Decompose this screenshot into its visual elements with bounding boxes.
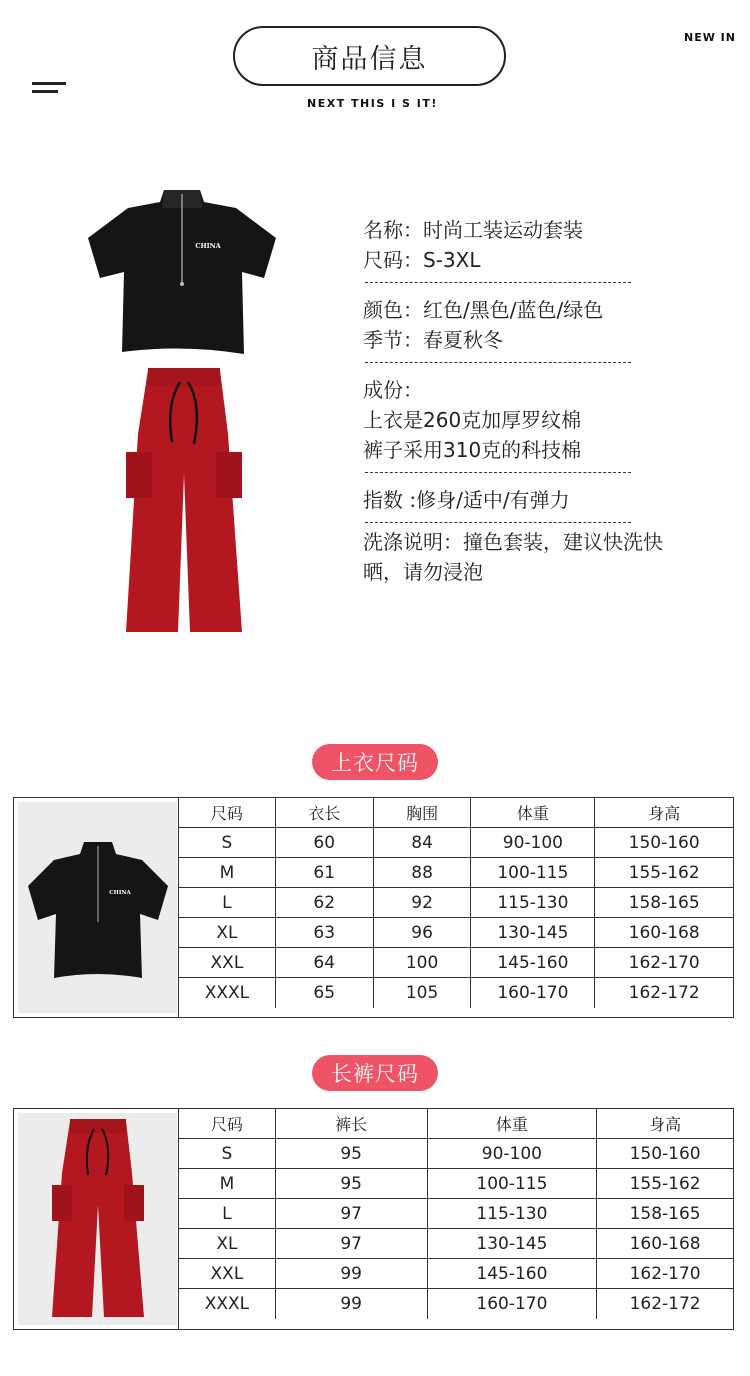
table-cell: 145-160 xyxy=(471,948,595,977)
info-group-material xyxy=(363,375,663,465)
table-cell: XL xyxy=(179,1229,276,1258)
table-cell: XXXL xyxy=(179,1289,276,1319)
table-row xyxy=(179,1289,733,1319)
table-cell: 160-168 xyxy=(628,922,700,943)
table-cell: 160-170 xyxy=(428,1289,598,1319)
table-cell: 90-100 xyxy=(471,828,595,857)
table-row xyxy=(179,858,733,888)
table-cell: 162-170 xyxy=(629,1263,701,1284)
table-row xyxy=(179,1229,733,1259)
table-header-cell: 身高 xyxy=(649,1115,682,1134)
menu-icon[interactable] xyxy=(32,82,68,96)
table-cell: 97 xyxy=(276,1199,428,1228)
info-line: 洗涤说明：撞色套装，建议快洗快 xyxy=(363,530,663,554)
table-cell: 90-100 xyxy=(428,1139,598,1168)
table-cell: 130-145 xyxy=(428,1229,598,1258)
table-header-row xyxy=(179,798,733,828)
table-row xyxy=(179,978,733,1008)
table-cell: S xyxy=(179,828,276,857)
table-cell: 60 xyxy=(276,828,374,857)
table-cell: XL xyxy=(179,918,276,947)
pants-thumbnail xyxy=(18,1113,177,1325)
table-row xyxy=(179,828,733,858)
table-header-cell: 身高 xyxy=(648,804,681,823)
table-cell: 162-172 xyxy=(628,983,700,1003)
info-line: 名称：时尚工装运动套装 xyxy=(363,218,583,242)
table-cell: 155-162 xyxy=(628,862,700,883)
shirt-logo: CHINA xyxy=(195,242,221,250)
table-cell: 158-165 xyxy=(629,1203,701,1224)
table-cell: 95 xyxy=(276,1139,428,1168)
table-cell: 115-130 xyxy=(428,1199,598,1228)
table-cell: S xyxy=(179,1139,276,1168)
top-size-grid xyxy=(179,798,733,1017)
table-header-cell: 体重 xyxy=(428,1109,598,1138)
table-cell: 88 xyxy=(374,858,472,887)
table-cell: L xyxy=(179,1199,276,1228)
pants-image xyxy=(122,364,246,636)
table-cell: 100-115 xyxy=(471,858,595,887)
top-thumbnail xyxy=(18,802,177,1013)
table-cell: 96 xyxy=(374,918,472,947)
table-cell: 97 xyxy=(276,1229,428,1258)
divider xyxy=(365,522,631,523)
info-line: 季节：春夏秋冬 xyxy=(363,328,503,352)
pants-size-grid xyxy=(179,1109,733,1329)
table-header-cell: 体重 xyxy=(471,798,595,827)
table-cell: 160-168 xyxy=(629,1233,701,1254)
table-row xyxy=(179,948,733,978)
table-cell: 65 xyxy=(276,978,374,1008)
table-cell: 100 xyxy=(374,948,472,977)
table-cell: M xyxy=(179,858,276,887)
info-line: 尺码：S-3XL xyxy=(363,248,481,272)
table-cell: L xyxy=(179,888,276,917)
info-group-color-season xyxy=(363,295,663,355)
top-size-table xyxy=(13,797,734,1018)
table-cell: XXL xyxy=(179,1259,276,1288)
table-header-row xyxy=(179,1109,733,1139)
table-cell: 150-160 xyxy=(629,1143,701,1164)
table-cell: 99 xyxy=(276,1259,428,1288)
pants-body xyxy=(126,370,242,632)
table-header-cell: 尺码 xyxy=(179,798,276,827)
table-cell: XXL xyxy=(179,948,276,977)
table-cell: 160-170 xyxy=(471,978,595,1008)
info-group-wash xyxy=(363,527,663,587)
top-size-heading xyxy=(312,744,438,780)
table-cell: 155-162 xyxy=(629,1173,701,1194)
table-cell: 63 xyxy=(276,918,374,947)
shirt-image xyxy=(86,186,278,356)
divider xyxy=(365,282,631,283)
table-row xyxy=(179,888,733,918)
divider xyxy=(365,362,631,363)
table-cell: 92 xyxy=(374,888,472,917)
info-line: 指数 :修身/适中/有弹力 xyxy=(363,488,570,512)
table-cell: 162-172 xyxy=(629,1294,701,1314)
table-row xyxy=(179,1139,733,1169)
table-cell: 162-170 xyxy=(628,952,700,973)
table-header-cell: 胸围 xyxy=(374,798,472,827)
table-cell: XXXL xyxy=(179,978,276,1008)
svg-text:CHINA: CHINA xyxy=(109,890,131,896)
table-cell: 158-165 xyxy=(628,892,700,913)
table-cell: 130-145 xyxy=(471,918,595,947)
divider xyxy=(365,472,631,473)
table-cell: 100-115 xyxy=(428,1169,598,1198)
table-cell: 84 xyxy=(374,828,472,857)
table-cell: 61 xyxy=(276,858,374,887)
table-header-cell: 衣长 xyxy=(276,798,374,827)
table-cell: 62 xyxy=(276,888,374,917)
table-cell: 64 xyxy=(276,948,374,977)
table-cell: M xyxy=(179,1169,276,1198)
info-group-name-size xyxy=(363,215,663,275)
table-header-cell: 尺码 xyxy=(179,1109,276,1138)
table-header-cell: 裤长 xyxy=(276,1109,428,1138)
pants-size-title: 长裤尺码 xyxy=(331,1062,419,1086)
table-cell: 105 xyxy=(374,978,472,1008)
pants-size-heading xyxy=(312,1055,438,1091)
info-line: 裤子采用310克的科技棉 xyxy=(363,438,582,462)
page-subtitle: NEXT THIS I S IT! xyxy=(307,97,438,110)
info-line: 晒，请勿浸泡 xyxy=(363,560,483,584)
new-in-tag: NEW IN xyxy=(684,31,736,44)
product-info xyxy=(363,215,663,587)
info-line: 颜色：红色/黑色/蓝色/绿色 xyxy=(363,298,604,322)
table-row xyxy=(179,1169,733,1199)
pants-size-table xyxy=(13,1108,734,1330)
info-line: 上衣是260克加厚罗纹棉 xyxy=(363,408,582,432)
table-cell: 115-130 xyxy=(471,888,595,917)
page-title: 商品信息 xyxy=(311,43,428,75)
table-row xyxy=(179,918,733,948)
table-cell: 150-160 xyxy=(628,832,700,853)
top-size-title: 上衣尺码 xyxy=(331,751,419,775)
table-row xyxy=(179,1199,733,1229)
info-line: 成份： xyxy=(363,378,423,402)
info-group-fit xyxy=(363,485,663,515)
table-cell: 95 xyxy=(276,1169,428,1198)
table-row xyxy=(179,1259,733,1289)
table-cell: 145-160 xyxy=(428,1259,598,1288)
table-cell: 99 xyxy=(276,1289,428,1319)
page-title-box xyxy=(233,26,506,86)
